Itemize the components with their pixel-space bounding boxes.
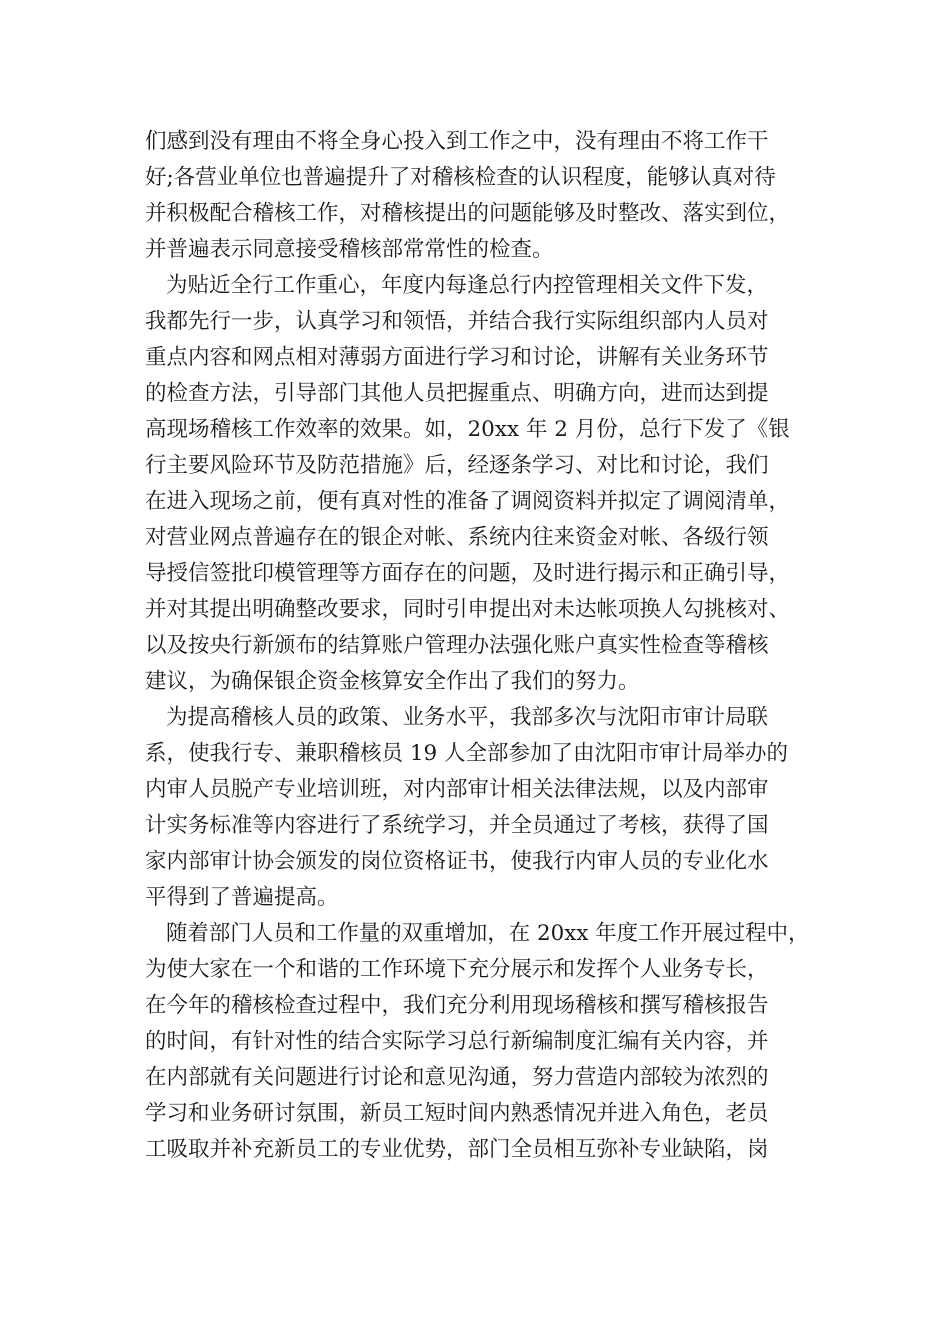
text-line: 系，使我行专、兼职稽核员 19 人全部参加了由沈阳市审计局举办的 xyxy=(145,741,789,766)
text-line: 我都先行一步，认真学习和领悟，并结合我行实际组织部内人员对 xyxy=(145,309,769,334)
text-line: 计实务标准等内容进行了系统学习，并全员通过了考核，获得了国 xyxy=(145,813,769,838)
text-line: 高现场稽核工作效率的效果。如，20xx 年 2 月份，总行下发了《银 xyxy=(145,417,790,442)
text-line: 们感到没有理由不将全身心投入到工作之中，没有理由不将工作干 xyxy=(145,129,769,154)
text-line: 导授信签批印模管理等方面存在的问题，及时进行揭示和正确引导， xyxy=(145,561,791,586)
text-line: 并对其提出明确整改要求，同时引申提出对未达帐项换人勾挑核对、 xyxy=(145,597,791,622)
text-line: 为贴近全行工作重心，年度内每逢总行内控管理相关文件下发， xyxy=(166,273,769,298)
text-line: 内审人员脱产专业培训班，对内部审计相关法律法规，以及内部审 xyxy=(145,777,769,802)
text-line: 随着部门人员和工作量的双重增加，在 20xx 年度工作开展过程中， xyxy=(166,921,810,946)
text-line: 并积极配合稽核工作，对稽核提出的问题能够及时整改、落实到位， xyxy=(145,201,791,226)
text-line: 学习和业务研讨氛围，新员工短时间内熟悉情况并进入角色，老员 xyxy=(145,1101,769,1126)
text-line: 为提高稽核人员的政策、业务水平，我部多次与沈阳市审计局联 xyxy=(166,705,769,730)
text-line: 重点内容和网点相对薄弱方面进行学习和讨论，讲解有关业务环节 xyxy=(145,345,769,370)
text-line: 的时间，有针对性的结合实际学习总行新编制度汇编有关内容，并 xyxy=(145,1029,769,1054)
text-line: 在今年的稽核检查过程中，我们充分利用现场稽核和撰写稽核报告 xyxy=(145,993,769,1018)
text-line: 在进入现场之前，便有真对性的准备了调阅资料并拟定了调阅清单， xyxy=(145,489,791,514)
text-line: 家内部审计协会颁发的岗位资格证书，使我行内审人员的专业化水 xyxy=(145,849,769,874)
text-line: 好;各营业单位也普遍提升了对稽核检查的认识程度，能够认真对待 xyxy=(145,165,776,190)
text-line: 行主要风险环节及防范措施》后，经逐条学习、对比和讨论，我们 xyxy=(145,453,769,478)
text-line: 以及按央行新颁布的结算账户管理办法强化账户真实性检查等稽核 xyxy=(145,633,769,658)
text-line: 对营业网点普遍存在的银企对帐、系统内往来资金对帐、各级行领 xyxy=(145,525,769,550)
text-line: 平得到了普遍提高。 xyxy=(145,885,339,910)
text-line: 在内部就有关问题进行讨论和意见沟通，努力营造内部较为浓烈的 xyxy=(145,1065,769,1090)
text-line: 的检查方法，引导部门其他人员把握重点、明确方向，进而达到提 xyxy=(145,381,769,406)
text-line: 为使大家在一个和谐的工作环境下充分展示和发挥个人业务专长， xyxy=(145,957,769,982)
text-line: 工吸取并补充新员工的专业优势，部门全员相互弥补专业缺陷，岗 xyxy=(145,1137,769,1162)
text-line: 建议，为确保银企资金核算安全作出了我们的努力。 xyxy=(145,669,640,694)
text-line: 并普遍表示同意接受稽核部常常性的检查。 xyxy=(145,237,554,262)
